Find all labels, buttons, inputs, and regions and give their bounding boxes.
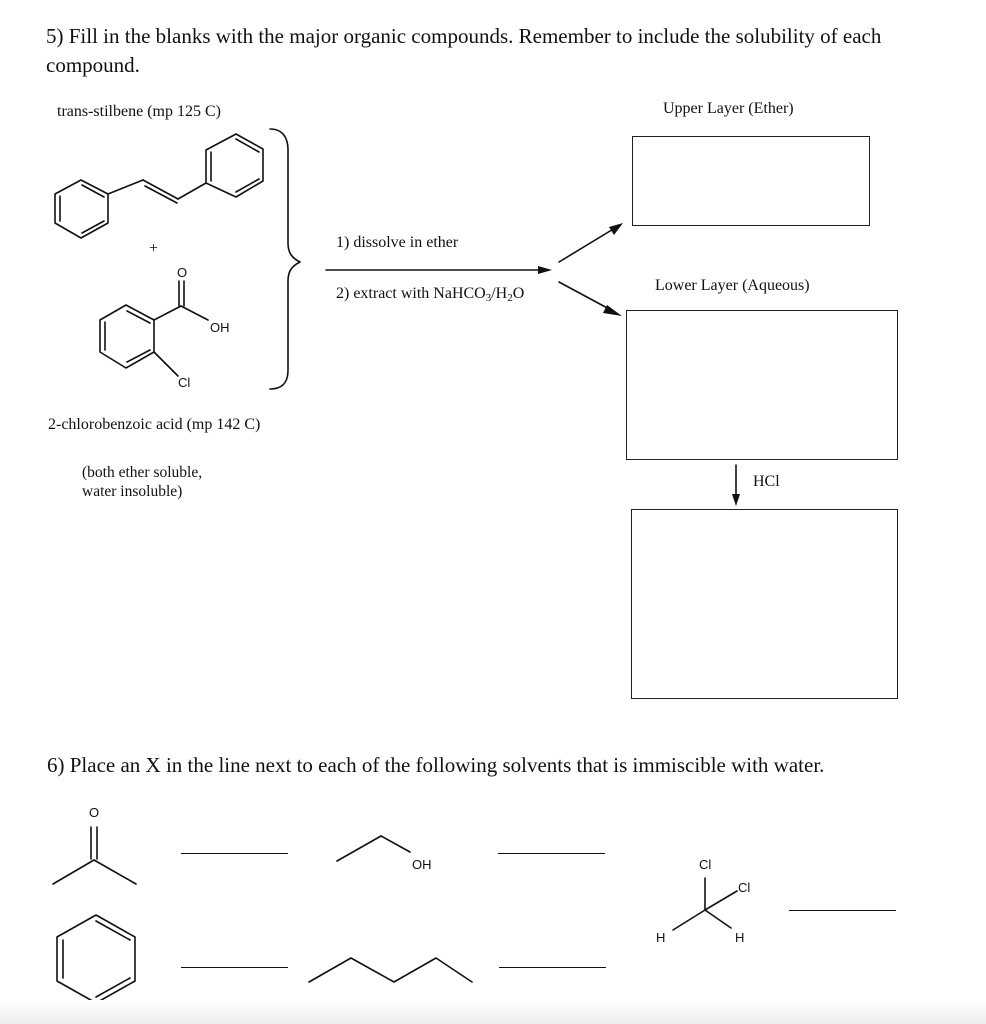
solubility-note-line-2: water insoluble)	[82, 483, 183, 500]
ethanol-answer-line[interactable]	[498, 853, 605, 854]
trans-stilbene-label: trans-stilbene (mp 125 C)	[57, 103, 221, 120]
ethanol-hydroxyl-atom: OH	[412, 857, 432, 872]
dcm-hydrogen-right-atom: H	[735, 930, 745, 945]
pentane-structure	[309, 958, 472, 982]
step-1-label: 1) dissolve in ether	[336, 234, 459, 251]
question-6-title: 6) Place an X in the line next to each of the following solvents that is immiscible with water.	[47, 753, 825, 777]
dcm-chlorine-top-atom: Cl	[699, 857, 712, 872]
acetone-structure	[53, 827, 136, 884]
hcl-reagent-label: HCl	[753, 473, 780, 490]
benzene-structure	[57, 915, 135, 1003]
question-5-title: 5) Fill in the blanks with the major organic compounds. Remember to include the solubility of each compound.	[46, 24, 882, 77]
pentane-answer-line[interactable]	[499, 967, 606, 968]
hydroxyl-group-atom: OH	[210, 320, 230, 335]
chlorine-atom: Cl	[178, 375, 191, 390]
dcm-hydrogen-left-atom: H	[656, 930, 666, 945]
dichloromethane-answer-line[interactable]	[789, 910, 896, 911]
ethanol-structure	[337, 836, 410, 861]
dichloromethane-structure	[673, 878, 737, 930]
upper-layer-label: Upper Layer (Ether)	[663, 100, 794, 117]
benzene-answer-line[interactable]	[181, 967, 288, 968]
acetone-oxygen-atom: O	[89, 805, 100, 820]
chlorobenzoic-acid-label: 2-chlorobenzoic acid (mp 142 C)	[48, 416, 261, 433]
plus-sign: +	[149, 240, 159, 257]
acetone-answer-line[interactable]	[181, 853, 288, 854]
carbonyl-oxygen-atom: O	[177, 265, 188, 280]
page-bottom-fade	[0, 1000, 986, 1024]
lower-layer-label: Lower Layer (Aqueous)	[655, 277, 810, 294]
dcm-chlorine-right-atom: Cl	[738, 880, 751, 895]
solubility-note-line-1: (both ether soluble,	[82, 464, 203, 481]
step-2-label: 2) extract with $NaHCO_3/H_2O$	[336, 285, 525, 304]
